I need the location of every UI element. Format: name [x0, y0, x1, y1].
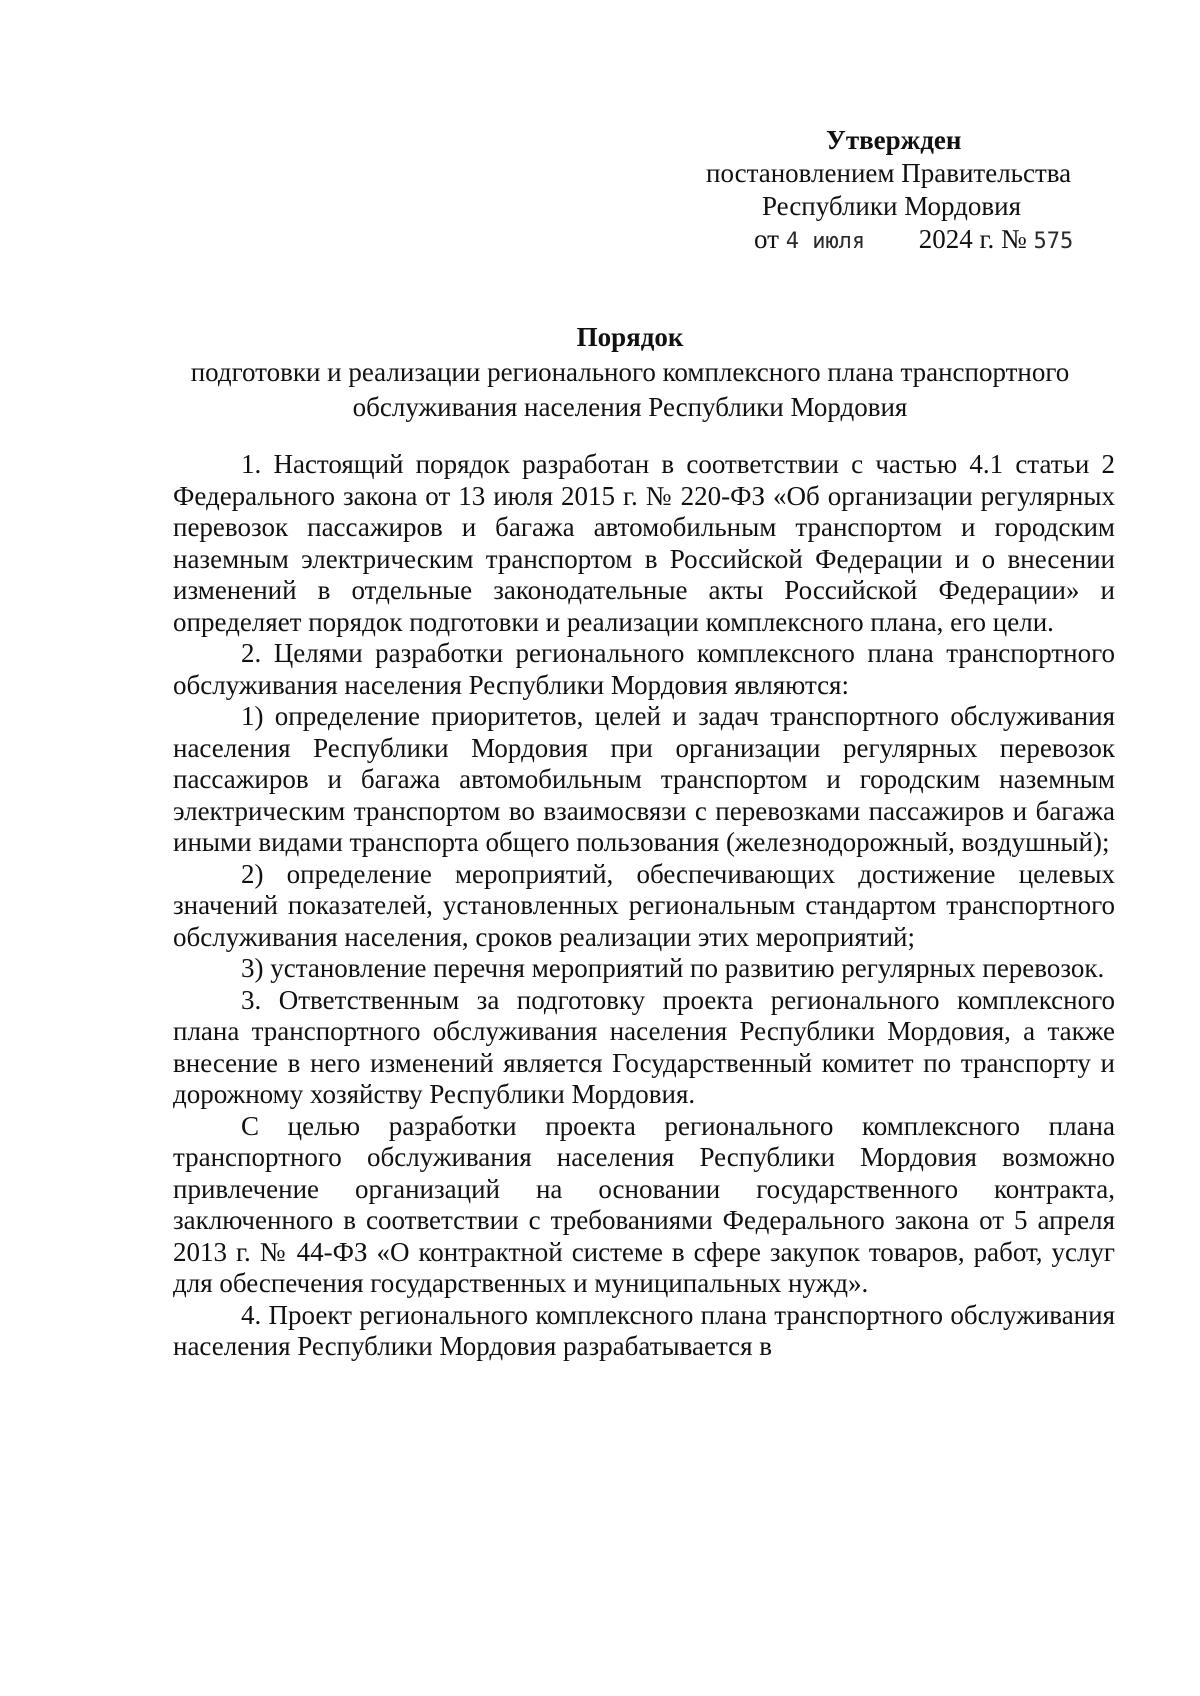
- title-line-2: обслуживания населения Республики Мордовия: [352, 392, 908, 422]
- paragraph-3: 3. Ответственным за подготовку проекта регионального комплексного плана транспортного обслуживания населения Республики Мордовия, а также внесение в него изменений является Государственный комитет по транспорту и дорожному хозяйству Республики Мордовия.: [173, 984, 1115, 1109]
- approval-line-1: постановлением Правительства: [706, 158, 1072, 188]
- document-body: [173, 449, 1115, 1363]
- paragraph-1: 1. Настоящий порядок разработан в соответствии с частью 4.1 статьи 2 Федерального закона от 13 июля 2015 г. № 220-ФЗ «Об организации регулярных перевозок пассажиров и багажа автомобильным транспортом и городским наземным электрическим транспортом в Российской Федерации и о внесении изменений в отдельные законодательные акты Российской Федерации» и определяет порядок подготовки и реализации комплексного плана, его цели.: [173, 449, 1115, 637]
- date-prefix: от: [754, 224, 779, 254]
- approval-date-line: [706, 223, 1073, 258]
- approval-line-2: Республики Мордовия: [762, 191, 1022, 221]
- number-sign: №: [1000, 224, 1027, 254]
- paragraph-2-item-1: 1) определение приоритетов, целей и задач транспортного обслуживания населения Республики Мордовия при организации регулярных перевозок пассажиров и багажа автомобильным транспортом и городским наземным электрическим транспортом во взаимосвязи с перевозками пассажиров и багажа иными видами транспорта общего пользования (железнодорожный, воздушный);: [173, 701, 1115, 857]
- paragraph-2-item-3: 3) установление перечня мероприятий по развитию регулярных перевозок.: [241, 953, 1105, 983]
- paragraph-2-item-2: 2) определение мероприятий, обеспечивающих достижение целевых значений показателей, установленных региональным стандартом транспортного обслуживания населения, сроков реализации этих мероприятий;: [173, 858, 1115, 952]
- paragraph-4: 4. Проект регионального комплексного плана транспортного обслуживания населения Республики Мордовия разрабатывается в: [173, 1299, 1115, 1361]
- document-title: [150, 320, 1110, 425]
- approval-stamp: [706, 124, 1073, 258]
- date-year: 2024 г.: [918, 224, 995, 254]
- title-line-1: подготовки и реализации регионального комплексного плана транспортного: [190, 357, 1070, 387]
- date-day-month: 4 июля: [785, 229, 866, 254]
- title-heading: Порядок: [576, 322, 684, 352]
- approval-heading: Утвержден: [826, 125, 962, 155]
- paragraph-2: 2. Целями разработки регионального комплексного плана транспортного обслуживания населения Республики Мордовия являются:: [173, 638, 1115, 700]
- document-number: 575: [1033, 229, 1074, 254]
- paragraph-3-continuation: С целью разработки проекта регионального комплексного плана транспортного обслуживания населения Республики Мордовия возможно привлечение организаций на основании государственного контракта, заключенного в соответствии с требованиями Федерального закона от 5 апреля 2013 г. № 44-ФЗ «О контрактной системе в сфере закупок товаров, работ, услуг для обеспечения государственных и муниципальных нужд».: [173, 1110, 1115, 1298]
